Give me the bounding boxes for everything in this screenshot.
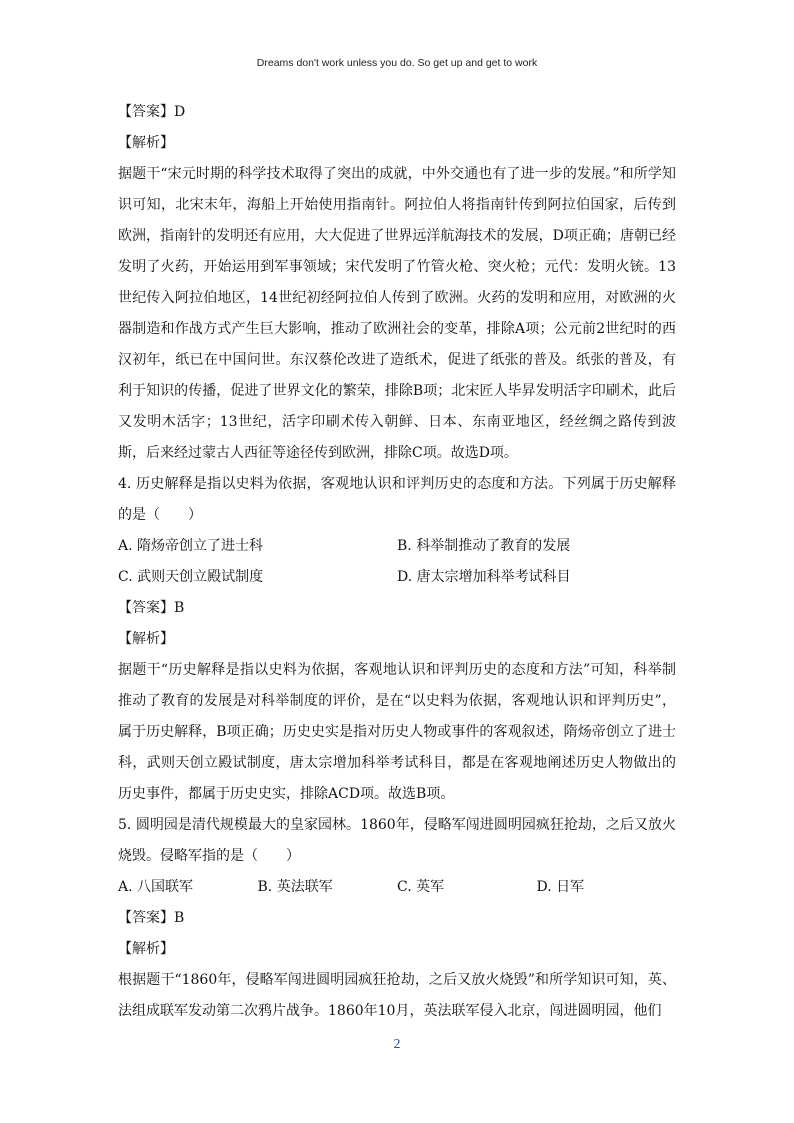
q4-option-b: B. 科举制推动了教育的发展 bbox=[397, 538, 571, 554]
page-number: 2 bbox=[393, 1037, 401, 1052]
q5-question: 5. 圆明园是清代规模最大的皇家园林。1860年，侵略军闯进圆明园疯狂抢劫，之后又放火烧毁。侵略军指的是（ ） bbox=[118, 817, 676, 864]
q5-option-a: A. 八国联军 bbox=[118, 879, 194, 895]
q3-analysis-label: 【解析】 bbox=[118, 135, 174, 151]
document-body bbox=[118, 97, 676, 1027]
q4-answer: 【答案】B bbox=[118, 600, 185, 616]
q5-analysis-label: 【解析】 bbox=[118, 941, 174, 957]
q4-option-a: A. 隋炀帝创立了进士科 bbox=[118, 538, 264, 554]
q5-answer: 【答案】B bbox=[118, 910, 185, 926]
q4-option-c: C. 武则天创立殿试制度 bbox=[118, 569, 264, 585]
q4-options-row-2 bbox=[118, 562, 676, 593]
q5-option-b: B. 英法联军 bbox=[257, 879, 333, 895]
q3-analysis-text: 据题干“宋元时期的科学技术取得了突出的成就，中外交通也有了进一步的发展。”和所学知识可知，北宋末年，海船上开始使用指南针。阿拉伯人将指南针传到阿拉伯国家，后传到欧洲，指南针的发明还有应用，大大促进了世界远洋航海技术的发展，D项正确；唐朝已经发明了火药，开始运用到军事领域；宋代发明了竹管火枪、突火枪；元代：发明火铳。13世纪传入阿拉伯地区，14世纪初经阿拉伯人传到了欧洲。火药的发明和应用，对欧洲的火器制造和作战方式产生巨大影响，推动了欧洲社会的变革，排除A项；公元前2世纪时的西汉初年，纸已在中国问世。东汉蔡伦改进了造纸术，促进了纸张的普及。纸张的普及，有利于知识的传播，促进了世界文化的繁荣，排除B项；北宋匠人毕昇发明活字印刷术，此后又发明木活字；13世纪，活字印刷术传入朝鲜、日本、东南亚地区，经丝绸之路传到波斯，后来经过蒙古人西征等途径传到欧洲，排除C项。故选D项。 bbox=[118, 166, 676, 461]
q5-analysis-text: 根据题干“1860年，侵略军闯进圆明园疯狂抢劫，之后又放火烧毁”和所学知识可知，英、法组成联军发动第二次鸦片战争。1860年10月，英法联军侵入北京，闯进圆明园，他们 bbox=[118, 972, 676, 1019]
q3-answer: 【答案】D bbox=[118, 104, 186, 120]
page-header-motto: Dreams don't work unless you do. So get up and get to work bbox=[256, 57, 538, 69]
q5-option-d: D. 日军 bbox=[536, 879, 585, 895]
q5-option-c: C. 英军 bbox=[397, 879, 445, 895]
q5-options-row bbox=[118, 872, 676, 903]
q4-question: 4. 历史解释是指以史料为依据，客观地认识和评判历史的态度和方法。下列属于历史解释的是（ ） bbox=[118, 476, 676, 523]
q4-analysis-label: 【解析】 bbox=[118, 631, 174, 647]
q4-option-d: D. 唐太宗增加科举考试科目 bbox=[397, 569, 571, 585]
q4-analysis-text: 据题干“历史解释是指以史料为依据，客观地认识和评判历史的态度和方法”可知，科举制推动了教育的发展是对科举制度的评价，是在“以史料为依据，客观地认识和评判历史”，属于历史解释，B项正确；历史史实是指对历史人物或事件的客观叙述，隋炀帝创立了进士科，武则天创立殿试制度，唐太宗增加科举考试科目，都是在客观地阐述历史人物做出的历史事件，都属于历史史实，排除ACD项。故选B项。 bbox=[118, 662, 676, 802]
q4-options-row-1 bbox=[118, 531, 676, 562]
